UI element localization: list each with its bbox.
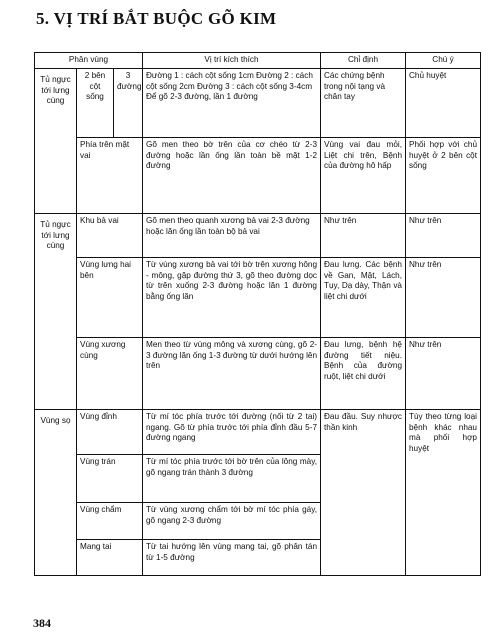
table-header-row bbox=[35, 53, 481, 69]
zone-cell: Mang tai bbox=[77, 539, 143, 575]
header-note: Chú ý bbox=[406, 53, 481, 69]
zone-cell: Vùng trán bbox=[77, 454, 143, 502]
header-indication: Chỉ định bbox=[321, 53, 406, 69]
position-cell: Gõ men theo bờ trên của cơ chéo từ 2-3 đường hoặc lần ống lần toàn bề mặt 1-2 đường bbox=[143, 137, 321, 213]
position-cell: Gõ men theo quanh xương bả vai 2-3 đường hoặc lăn ống lần toàn bộ bả vai bbox=[143, 213, 321, 257]
note-cell: Chủ huyệt bbox=[406, 68, 481, 137]
note-cell: Phối hợp với chủ huyệt ở 2 bên cột sống bbox=[406, 137, 481, 213]
table-row bbox=[35, 137, 481, 213]
position-cell: Từ vùng xương bả vai tới bờ trên xương hông - mông, gặp đường thứ 3, gõ theo đường dọc từ trên xuống 2-3 đường hoặc lăn 1 đường bằng ống lăn bbox=[143, 257, 321, 337]
section-title: 5. VỊ TRÍ BẮT BUỘC GÕ KIM bbox=[36, 9, 277, 28]
zone-cell: Khu bả vai bbox=[77, 213, 143, 257]
table-row bbox=[35, 337, 481, 409]
indication-cell: Đau lưng. Các bệnh về Gan, Mật, Lách, Tụy, Dạ dày, Thận và liệt chi dưới bbox=[321, 257, 406, 337]
table-row bbox=[35, 68, 481, 137]
zone-cell: Vùng xương cùng bbox=[77, 337, 143, 409]
note-cell: Như trên bbox=[406, 337, 481, 409]
table-row bbox=[35, 409, 481, 454]
position-cell: Men theo từ vùng mông và xương cùng, gõ 2-3 đường lăn ống 1-3 đường từ dưới hướng lên trên bbox=[143, 337, 321, 409]
header-zone: Phân vùng bbox=[35, 53, 143, 69]
position-cell: Từ mí tóc phía trước tới đường (nối từ 2 tai) ngang. Gõ từ phía trước tới phía đỉnh đầu 5-7 đường ngang bbox=[143, 409, 321, 454]
position-cell: Từ vùng xương chẩm tới bờ mí tóc phía gáy, gõ ngang 2-3 đường bbox=[143, 502, 321, 539]
table-row bbox=[35, 213, 481, 257]
position-cell: Đường 1 : cách cột sống 1cm Đường 2 : cách cột sống 2cm Đường 3 : cách cột sống 3-4cm Để gõ 2-3 đường, lần 1 đường bbox=[143, 68, 321, 137]
position-cell: Từ mí tóc phía trước tới bờ trên của lông mày, gõ ngang trán thành 3 đường bbox=[143, 454, 321, 502]
note-cell: Tùy theo từng loại bệnh khác nhau mà phối hợp huyệt bbox=[406, 409, 481, 575]
note-cell: Như trên bbox=[406, 257, 481, 337]
indication-cell: Đau lưng, bệnh hệ đường tiết niệu. Bệnh của đường ruột, liệt chi dưới bbox=[321, 337, 406, 409]
note-cell: Như trên bbox=[406, 213, 481, 257]
indication-cell: Đau đầu. Suy nhược thần kinh bbox=[321, 409, 406, 575]
indication-cell: Các chứng bệnh trong nội tạng và chân tay bbox=[321, 68, 406, 137]
acupuncture-positions-table bbox=[34, 52, 481, 576]
zone-cell: 2 bên cột sống bbox=[77, 68, 114, 137]
zone-cell: Phía trên mặt vai bbox=[77, 137, 143, 213]
group-cell: Tủ ngực tới lưng cùng bbox=[35, 213, 77, 409]
table-row bbox=[35, 257, 481, 337]
zone-cell: Vùng chẩm bbox=[77, 502, 143, 539]
header-position: Vị trí kích thích bbox=[143, 53, 321, 69]
indication-cell: Như trên bbox=[321, 213, 406, 257]
group-cell: Tủ ngực tới lưng cùng bbox=[35, 68, 77, 213]
position-cell: Từ tai hướng lên vùng mang tai, gõ phân tán từ 1-5 đường bbox=[143, 539, 321, 575]
zone-cell: Vùng đỉnh bbox=[77, 409, 143, 454]
page-number: 384 bbox=[33, 616, 51, 630]
zone-cell: Vùng lưng hai bên bbox=[77, 257, 143, 337]
group-cell: Vùng sọ bbox=[35, 409, 77, 575]
indication-cell: Vùng vai đau mỏi, Liệt chi trên, Bệnh của đường hô hấp bbox=[321, 137, 406, 213]
subzone-cell: 3 đường bbox=[114, 68, 143, 137]
